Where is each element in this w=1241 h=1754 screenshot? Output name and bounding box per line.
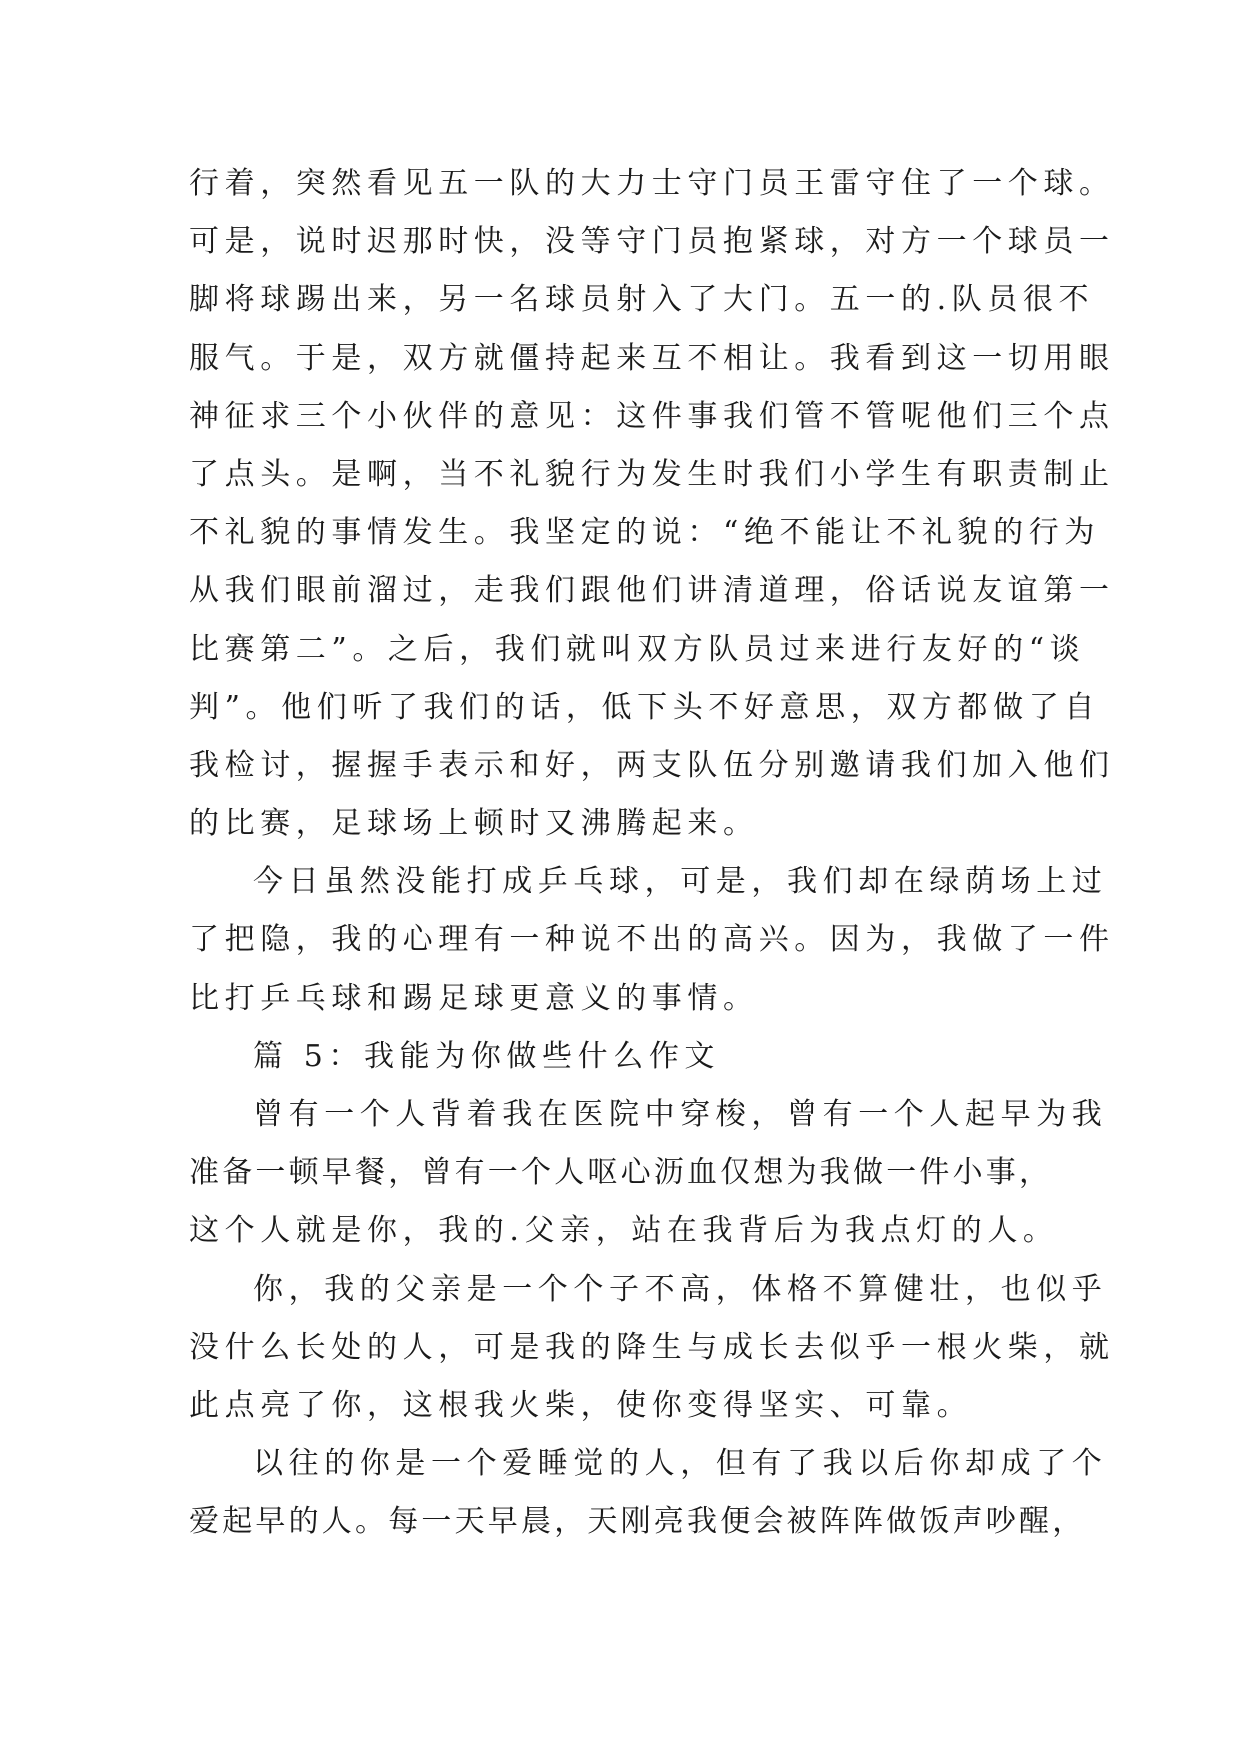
text-line: 我检讨，握握手表示和好，两支队伍分别邀请我们加入他们 (189, 747, 1115, 783)
text-line: 爱起早的人。每一天早晨，天刚亮我便会被阵阵做饭声吵醒， (189, 1504, 1086, 1540)
section-heading: 篇 5：我能为你做些什么作文 (253, 1038, 721, 1074)
text-line: 没什么长处的人，可是我的降生与成长去似乎一根火柴，就 (189, 1329, 1115, 1365)
paragraph-first-line: 今日虽然没能打成乒乓球，可是，我们却在绿荫场上过 (253, 864, 1108, 900)
body-text (189, 155, 1115, 1552)
paragraph-first-line: 以往的你是一个爱睡觉的人，但有了我以后你却成了个 (253, 1446, 1108, 1482)
text-line: 的比赛，足球场上顿时又沸腾起来。 (189, 806, 759, 842)
text-line: 可是，说时迟那时快，没等守门员抱紧球，对方一个球员一 (189, 224, 1115, 260)
text-line: 从我们眼前溜过，走我们跟他们讲清道理，俗话说友谊第一 (189, 573, 1115, 609)
text-line: 脚将球踢出来，另一名球员射入了大门。五一的.队员很不 (189, 282, 1095, 318)
text-line: 判”。他们听了我们的话，低下头不好意思，双方都做了自 (189, 689, 1100, 725)
text-line: 准备一顿早餐，曾有一个人呕心沥血仅想为我做一件小事， (189, 1155, 1053, 1191)
text-line: 这个人就是你，我的.父亲，站在我背后为我点灯的人。 (189, 1213, 1059, 1249)
text-line: 行着，突然看见五一队的大力士守门员王雷守住了一个球。 (189, 166, 1115, 201)
paragraph-first-line: 你，我的父亲是一个个子不高，体格不算健壮，也似乎 (253, 1271, 1108, 1307)
text-line: 神征求三个小伙伴的意见：这件事我们管不管呢他们三个点 (189, 398, 1115, 434)
text-line: 服气。于是，双方就僵持起来互不相让。我看到这一切用眼 (189, 340, 1115, 376)
text-line: 了把隐，我的心理有一种说不出的高兴。因为，我做了一件 (189, 922, 1115, 958)
text-line: 了点头。是啊，当不礼貌行为发生时我们小学生有职责制止 (189, 456, 1115, 492)
text-line: 比打乒乓球和踢足球更意义的事情。 (189, 980, 759, 1016)
text-line: 此点亮了你，这根我火柴，使你变得坚实、可靠。 (189, 1387, 973, 1423)
paragraph-first-line: 曾有一个人背着我在医院中穿梭，曾有一个人起早为我 (253, 1097, 1108, 1132)
text-line: 不礼貌的事情发生。我坚定的说：“绝不能让不礼貌的行为 (189, 515, 1100, 551)
text-line: 比赛第二”。之后，我们就叫双方队员过来进行友好的“谈 (189, 631, 1086, 667)
